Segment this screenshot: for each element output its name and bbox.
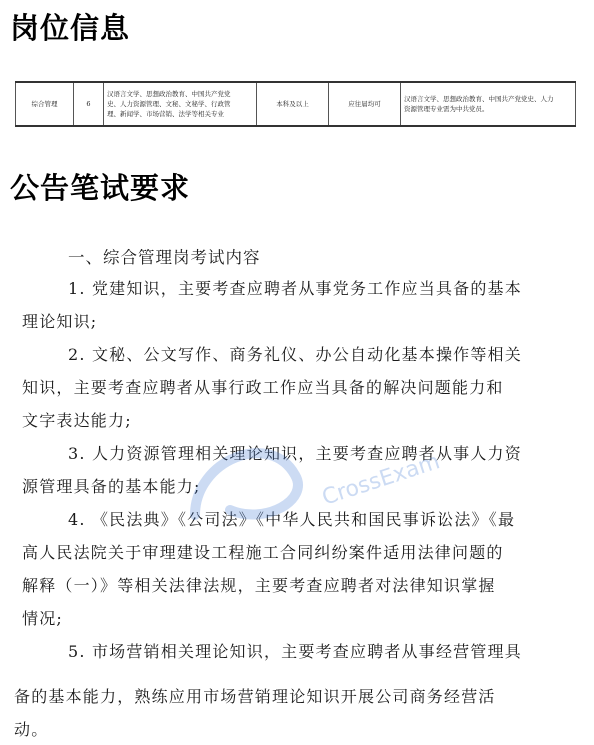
exam-line: 2. 文秘、公文写作、商务礼仪、办公自动化基本操作等相关: [68, 345, 522, 364]
exam-line: 源管理具备的基本能力;: [22, 477, 201, 496]
exam-line: 解释（一）》等相关法律法规，主要考查应聘者对法律知识掌握: [22, 576, 496, 595]
requirements-line: 资源管理专业需为中共党员。: [404, 105, 489, 113]
exam-line: 3. 人力资源管理相关理论知识，主要考查应聘者从事人力资: [68, 444, 522, 463]
education-cell: 本科及以上: [257, 82, 329, 126]
exam-line: 理论知识;: [22, 312, 98, 331]
position-count-cell: 6: [74, 82, 104, 126]
watermark-text: CrossExam: [319, 449, 444, 511]
exam-heading: 一、综合管理岗考试内容: [68, 248, 261, 267]
exam-line: 4. 《民法典》《公司法》《中华人民共和国民事诉讼法》《最: [68, 510, 516, 529]
position-name-cell: 综合管理: [16, 82, 74, 126]
exam-line: 1. 党建知识，主要考查应聘者从事党务工作应当具备的基本: [68, 279, 522, 298]
exam-line: 文字表达能力;: [22, 411, 132, 430]
majors-line: 理、新闻学、市场营销、法学等相关专业: [107, 110, 224, 118]
majors-line: 汉语言文学、思想政治教育、中国共产党党: [107, 90, 231, 98]
graduate-type-cell: 应往届均可: [329, 82, 401, 126]
exam-line: 知识，主要考查应聘者从事行政工作应当具备的解决问题能力和: [22, 378, 504, 397]
exam-line: 情况;: [22, 609, 63, 628]
page-title-position-info: 岗位信息: [10, 11, 131, 45]
requirements-line: 汉语言文学、思想政治教育、中国共产党党史、人力: [404, 95, 554, 103]
majors-line: 史、人力资源管理、文秘、文秘学、行政管: [107, 100, 231, 108]
exam-line: 5. 市场营销相关理论知识，主要考查应聘者从事经营管理具: [68, 642, 522, 661]
section-title-exam-requirements: 公告笔试要求: [10, 171, 191, 205]
exam-line: 备的基本能力，熟练应用市场营销理论知识开展公司商务经营活: [14, 687, 496, 706]
exam-line: 动。: [14, 720, 49, 739]
exam-line: 高人民法院关于审理建设工程施工合同纠纷案件适用法律问题的: [22, 543, 504, 562]
